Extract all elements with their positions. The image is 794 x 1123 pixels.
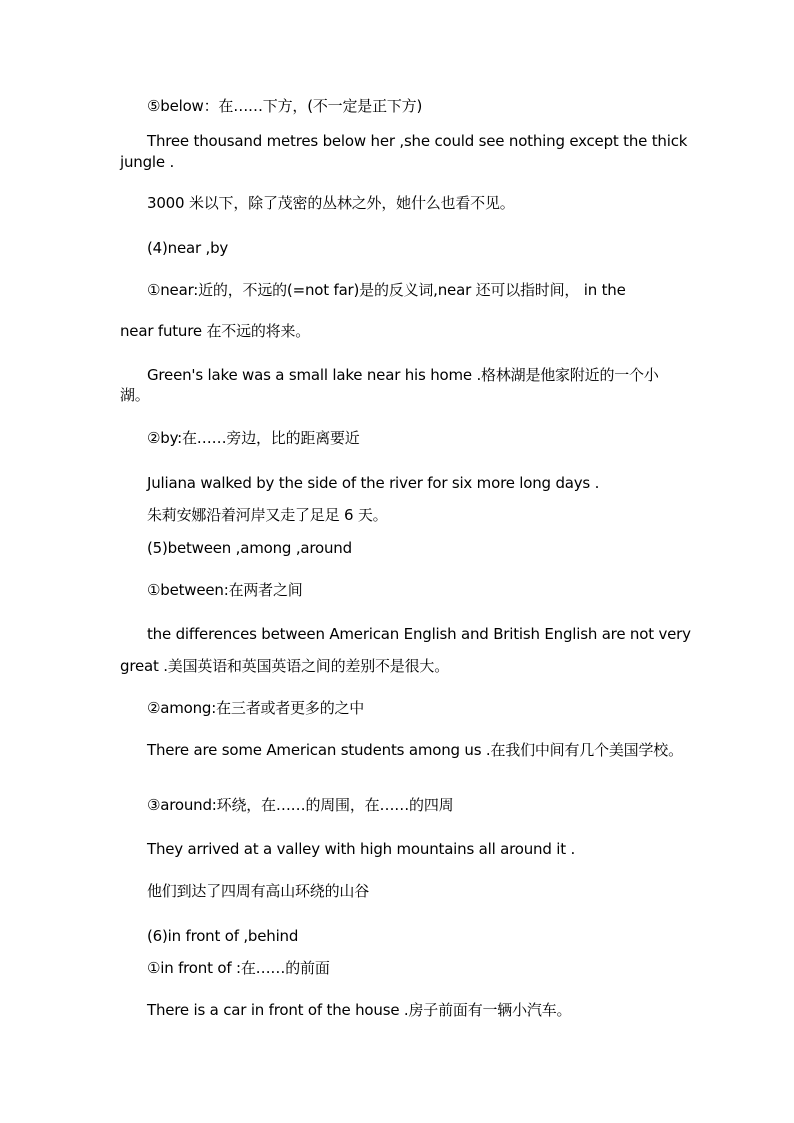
example-around-en: They arrived at a valley with high mountains all around it . [147,840,576,858]
heading-by: ②by:在……旁边，比的距离要近 [147,429,360,447]
heading-among: ②among:在三者或者更多的之中 [147,699,365,717]
heading-near-1: ①near:近的，不远的(=not far)是的反义词,near 还可以指时间， in the [147,281,626,299]
example-between-2: great .美国英语和英国英语之间的差别不是很大。 [120,657,449,675]
heading-between: ①between:在两者之间 [147,581,303,599]
section-5-heading: (5)between ,among ,around [147,539,352,557]
example-between-1: the differences between American English and British English are not very [147,625,691,643]
heading-below: ⑤below：在……下方，(不一定是正下方) [147,97,423,115]
example-by-en: Juliana walked by the side of the river for six more long days . [147,474,600,492]
example-in-front-of: There is a car in front of the house .房子前面有一辆小汽车。 [147,1001,572,1019]
example-near-1: Green's lake was a small lake near his home .格林湖是他家附近的一个小 [147,366,659,384]
example-around-zh: 他们到达了四周有高山环绕的山谷 [147,882,370,900]
heading-in-front-of: ①in front of :在……的前面 [147,959,330,977]
section-4-heading: (4)near ,by [147,239,229,257]
example-near-2: 湖。 [120,386,150,404]
example-by-zh: 朱莉安娜沿着河岸又走了足足 6 天。 [147,506,388,524]
example-among: There are some American students among us .在我们中间有几个美国学校。 [147,741,683,759]
example-below-en-1: Three thousand metres below her ,she could see nothing except the thick [147,132,688,150]
heading-near-2: near future 在不远的将来。 [120,322,311,340]
section-6-heading: (6)in front of ,behind [147,927,299,945]
example-below-en-2: jungle . [120,153,175,171]
example-below-zh: 3000 米以下，除了茂密的丛林之外，她什么也看不见。 [147,194,515,212]
heading-around: ③around:环绕，在……的周围，在……的四周 [147,796,454,814]
